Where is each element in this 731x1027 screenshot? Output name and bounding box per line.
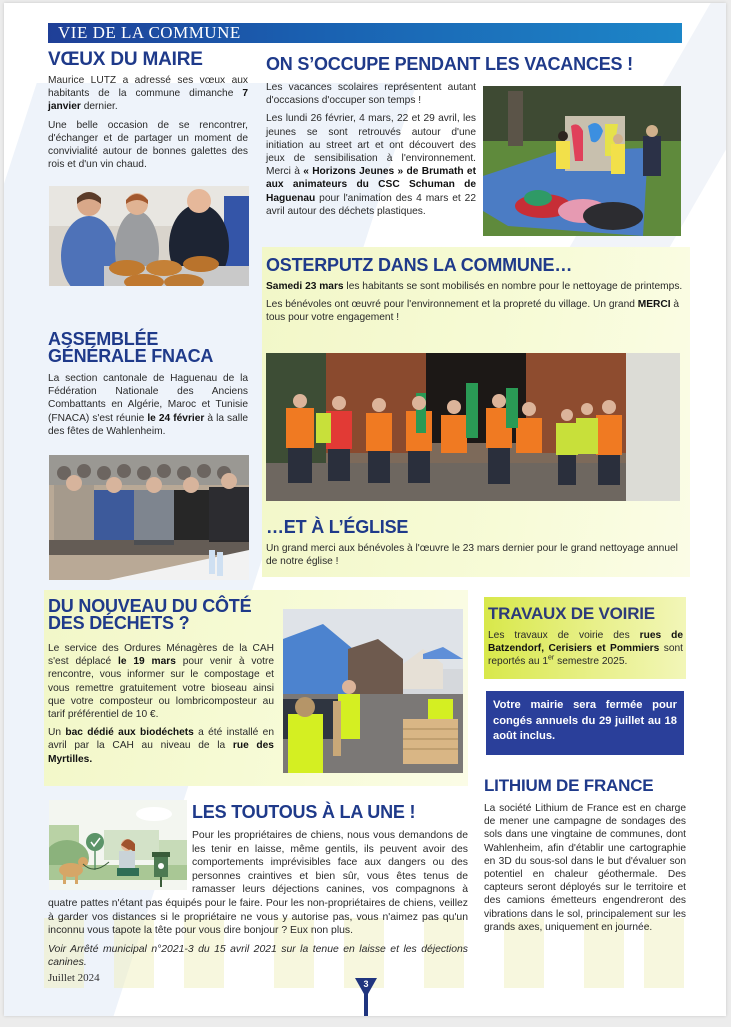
article-dechets-body (48, 642, 274, 771)
legal-note: Voir Arrêté municipal n°2021-3 du 15 avril 2021 sur la tenue en laisse et les déjections canines. (48, 943, 468, 969)
article-body (48, 74, 248, 171)
paragraph: Le service des Ordures Ménagères de la CAH s'est déplacé le 19 mars pour venir à votre rencontre, vous informer sur le compostage et vous remettre gratuitement votre bioseau ainsi que votre composteur ou lombricomposteur au tarif préférentiel de 10 €. (48, 643, 274, 721)
article-title: VŒUX DU MAIRE (48, 49, 203, 70)
article-toutous-body (48, 829, 468, 986)
article-title-toutous: LES TOUTOUS À LA UNE ! (192, 802, 416, 822)
paragraph: Les bénévoles ont œuvré pour l'environnement et la propreté du village. Un grand MERCI à tous pour votre engagement ! (266, 299, 680, 324)
photo-street-art (483, 86, 681, 236)
photo-voeux-galettes (49, 186, 249, 286)
article-fnaca (48, 331, 248, 443)
paragraph: Samedi 23 mars les habitants se sont mobilisés en nombre pour le nettoyage de printemps. (266, 281, 683, 292)
paragraph: Les vacances scolaires représentent autant d'occasions d'occuper son temps ! (266, 82, 476, 107)
newsletter-page (4, 3, 726, 1016)
article-body (48, 372, 248, 438)
title-line: DES DÉCHETS ? (48, 613, 190, 633)
paragraph: La société Lithium de France est en charge de mener une campagne de sondages des sols dans une vingtaine de communes, dont Wahlenheim, afin d'établir une cartographie en 3D du sous-sol dans le but d'évaluer son potentiel en chaleur géothermale. Des capteurs seront déployés sur le territoire et des camions émetteurs engendreront des vibrations dans le sol, principalement sur les grands axes, uniquement en journée. (484, 803, 686, 933)
article-title-osterputz: OSTERPUTZ DANS LA COMMUNE… (266, 255, 573, 275)
article-title-voirie: TRAVAUX DE VOIRIE (488, 604, 655, 623)
photo-fnaca-assembly (49, 455, 249, 580)
article-title-eglise: …ET À L’ÉGLISE (266, 517, 409, 537)
paragraph: Pour les propriétaires de chiens, nous vous demandons de les tenir en laisse, même gentils, ils peuvent avoir des comportements imprévisibles face aux dangers ou des personnes craintives et bien sûr, vous êtes tenus de ramasser leurs déjections canines, vos compagnons à quatre pattes n'étant pas équipés pour le faire. Pour les non-propriétaires de chiens, veillez à garder vos distances si le propriétaire ne vous y autorise pas, vous n'aimez pas qu'un inconnu vous tapote la tête pour vous dire bonjour ? Eux non plus. (48, 830, 468, 937)
article-vacances-body (266, 81, 476, 223)
article-voirie-body (488, 629, 683, 674)
paragraph: Les travaux de voirie des rues de Batzendorf, Cerisiers et Pommiers sont reportés au 1er semestre 2025. (488, 630, 683, 668)
photo-dechets-distribution (283, 609, 463, 773)
page-number: 3 (363, 979, 369, 989)
section-header-bar: VIE DE LA COMMUNE (48, 23, 682, 43)
float-spacer (48, 829, 192, 895)
title-line: ASSEMBLÉE (48, 329, 159, 349)
issue-date: Juillet 2024 (48, 971, 100, 984)
notice-mairie-fermee: Votre mairie sera fermée pour congés annuels du 29 juillet au 18 août inclus. (486, 691, 684, 755)
article-osterputz-body (266, 280, 686, 330)
paragraph: Une belle occasion de se rencontrer, d'échanger et de partager un moment de convivialité autour de bonnes galettes des rois et d'un vin chaud. (48, 119, 248, 171)
article-title-dechets (48, 598, 251, 632)
title-line: DU NOUVEAU DU CÔTÉ (48, 596, 252, 616)
article-title-lithium: LITHIUM DE FRANCE (484, 776, 654, 795)
paragraph: Un bac dédié aux biodéchets a été installé en avril par la CAH au niveau de la rue des Myrtilles. (48, 727, 274, 765)
article-title-vacances: ON S’OCCUPE PENDANT LES VACANCES ! (266, 54, 633, 74)
paragraph: La section cantonale de Haguenau de la Fédération Nationale des Anciens Combattants en Algérie, Maroc et Tunisie (FNACA) s'est réunie le 24 février à la salle des fêtes de Wahlenheim. (48, 373, 248, 437)
article-voeux (48, 49, 248, 176)
paragraph: Un grand merci aux bénévoles à l'œuvre le 23 mars dernier pour le grand nettoyage annuel de notre église ! (266, 543, 678, 568)
paragraph: Maurice LUTZ a adressé ses vœux aux habitants de la commune dimanche 7 janvier dernier. (48, 75, 248, 113)
title-line: GÉNÉRALE FNACA (48, 346, 214, 366)
article-title (48, 331, 248, 365)
paragraph: Les lundi 26 février, 4 mars, 22 et 29 avril, les jeunes se sont retrouvés autour d'une initiation au street art et ont découvert des jeux de sensibilisation à l'environnement. Merci à « Horizons Jeunes » de Brumath et aux animateurs du CSC Schuman de Haguenau pour l'animation des 4 mars et 22 avril autour des déchets plastiques. (266, 113, 476, 217)
photo-osterputz-volunteers (266, 353, 680, 501)
page-number-tab (355, 978, 377, 1016)
article-lithium-body (484, 802, 686, 939)
article-eglise-body (266, 542, 686, 573)
